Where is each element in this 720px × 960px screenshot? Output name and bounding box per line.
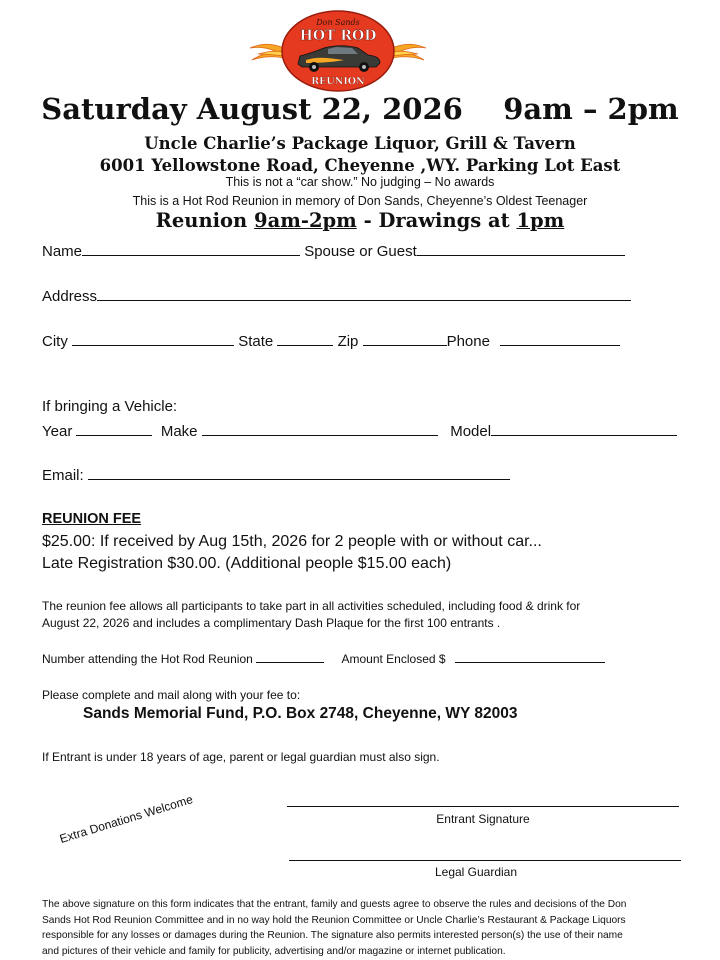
- disclaimer: [42, 897, 626, 959]
- mail-instruction: Please complete and mail along with your fee to:: [42, 688, 301, 702]
- fee-heading: REUNION FEE: [42, 511, 142, 527]
- city-field[interactable]: [72, 331, 234, 346]
- memorial-note: This is a Hot Rod Reunion in memory of Don Sands, Cheyenne’s Oldest Teenager: [132, 194, 588, 208]
- name-label: Name: [42, 243, 83, 260]
- address-field[interactable]: [97, 286, 631, 301]
- guardian-signature-line[interactable]: [289, 860, 681, 861]
- mail-address: Sands Memorial Fund, P.O. Box 2748, Cheyenne, WY 82003: [83, 705, 518, 722]
- early-fee: $25.00: If received by Aug 15th, 2026 for 2 people with or without car...: [42, 533, 542, 550]
- vehicle-row: [42, 421, 677, 440]
- venue-name: Uncle Charlie’s Package Liquor, Grill & Tavern: [144, 134, 576, 153]
- logo-graphic: [248, 10, 428, 92]
- svg-text:Don Sands: Don Sands: [316, 18, 360, 27]
- address-label: Address: [42, 288, 98, 305]
- state-label: State: [238, 333, 274, 350]
- fee-description: [42, 598, 580, 632]
- year-label: Year: [42, 423, 73, 440]
- email-field[interactable]: [88, 465, 510, 480]
- schedule-line: [0, 209, 720, 232]
- entrant-signature-line[interactable]: [287, 806, 679, 807]
- city-state-zip-phone-row: [42, 331, 620, 350]
- address-row: [42, 286, 631, 305]
- city-label: City: [42, 333, 68, 350]
- venue-address: 6001 Yellowstone Road, Cheyenne ,WY. Parking Lot East: [99, 156, 621, 175]
- attending-field[interactable]: [256, 651, 324, 663]
- not-car-show-note: This is not a “car show.” No judging – No awards: [225, 175, 495, 189]
- reunion-time: 9am-2pm: [254, 209, 357, 232]
- phone-field[interactable]: [500, 331, 620, 346]
- disclaimer-line2: Sands Hot Rod Reunion Committee and in no way hold the Reunion Committee or Uncle Charlie’s Restaurant & Package Liquors: [42, 914, 626, 926]
- attending-label: Number attending the Hot Rod Reunion: [42, 652, 253, 666]
- email-row: [42, 465, 510, 484]
- fee-description-line2: August 22, 2026 and includes a complimentary Dash Plaque for the first 100 entrants .: [42, 616, 501, 630]
- year-field[interactable]: [76, 421, 152, 436]
- name-row: [42, 241, 625, 260]
- vehicle-heading: If bringing a Vehicle:: [42, 398, 178, 415]
- name-field[interactable]: [82, 241, 300, 256]
- make-label: Make: [160, 423, 198, 440]
- drawing-time: 1pm: [516, 209, 565, 232]
- schedule-middle: - Drawings at: [356, 209, 517, 232]
- zip-label: Zip: [337, 333, 359, 350]
- make-field[interactable]: [202, 421, 438, 436]
- disclaimer-line4: and pictures of their vehicle and family for publicity, advertising and/or magazine or internet publication.: [42, 945, 506, 957]
- model-label: Model: [450, 423, 492, 440]
- email-label: Email:: [42, 467, 84, 484]
- spouse-label: Spouse or Guest: [304, 243, 417, 260]
- phone-label: Phone: [446, 333, 490, 350]
- state-field[interactable]: [277, 331, 333, 346]
- zip-field[interactable]: [363, 331, 447, 346]
- fee-description-line1: The reunion fee allows all participants to take part in all activities scheduled, including food & drink for: [42, 599, 581, 613]
- model-field[interactable]: [491, 421, 677, 436]
- amount-field[interactable]: [455, 651, 605, 663]
- guardian-signature-label: Legal Guardian: [434, 865, 518, 879]
- spouse-field[interactable]: [417, 241, 625, 256]
- svg-text:REUNION: REUNION: [311, 76, 365, 87]
- schedule-prefix: Reunion: [155, 209, 255, 232]
- disclaimer-line1: The above signature on this form indicates that the entrant, family and guests agree to observe the rules and decisions of the Don: [42, 899, 627, 910]
- svg-text:HOT ROD: HOT ROD: [299, 28, 377, 44]
- minor-note: If Entrant is under 18 years of age, parent or legal guardian must also sign.: [42, 750, 440, 764]
- entrant-signature-label: Entrant Signature: [436, 812, 530, 826]
- event-date-time-heading: Saturday August 22, 2026 9am – 2pm: [41, 92, 679, 126]
- attending-amount-row: [42, 651, 605, 668]
- hot-rod-reunion-logo: [248, 10, 428, 92]
- donation-note: Extra Donations Welcome: [57, 792, 195, 846]
- amount-label: Amount Enclosed $: [341, 652, 446, 666]
- late-fee: Late Registration $30.00. (Additional people $15.00 each): [42, 555, 452, 572]
- disclaimer-line3: responsible for any losses or damages during the Reunion. The signature also permits interested person(s) the use of their name: [42, 930, 623, 942]
